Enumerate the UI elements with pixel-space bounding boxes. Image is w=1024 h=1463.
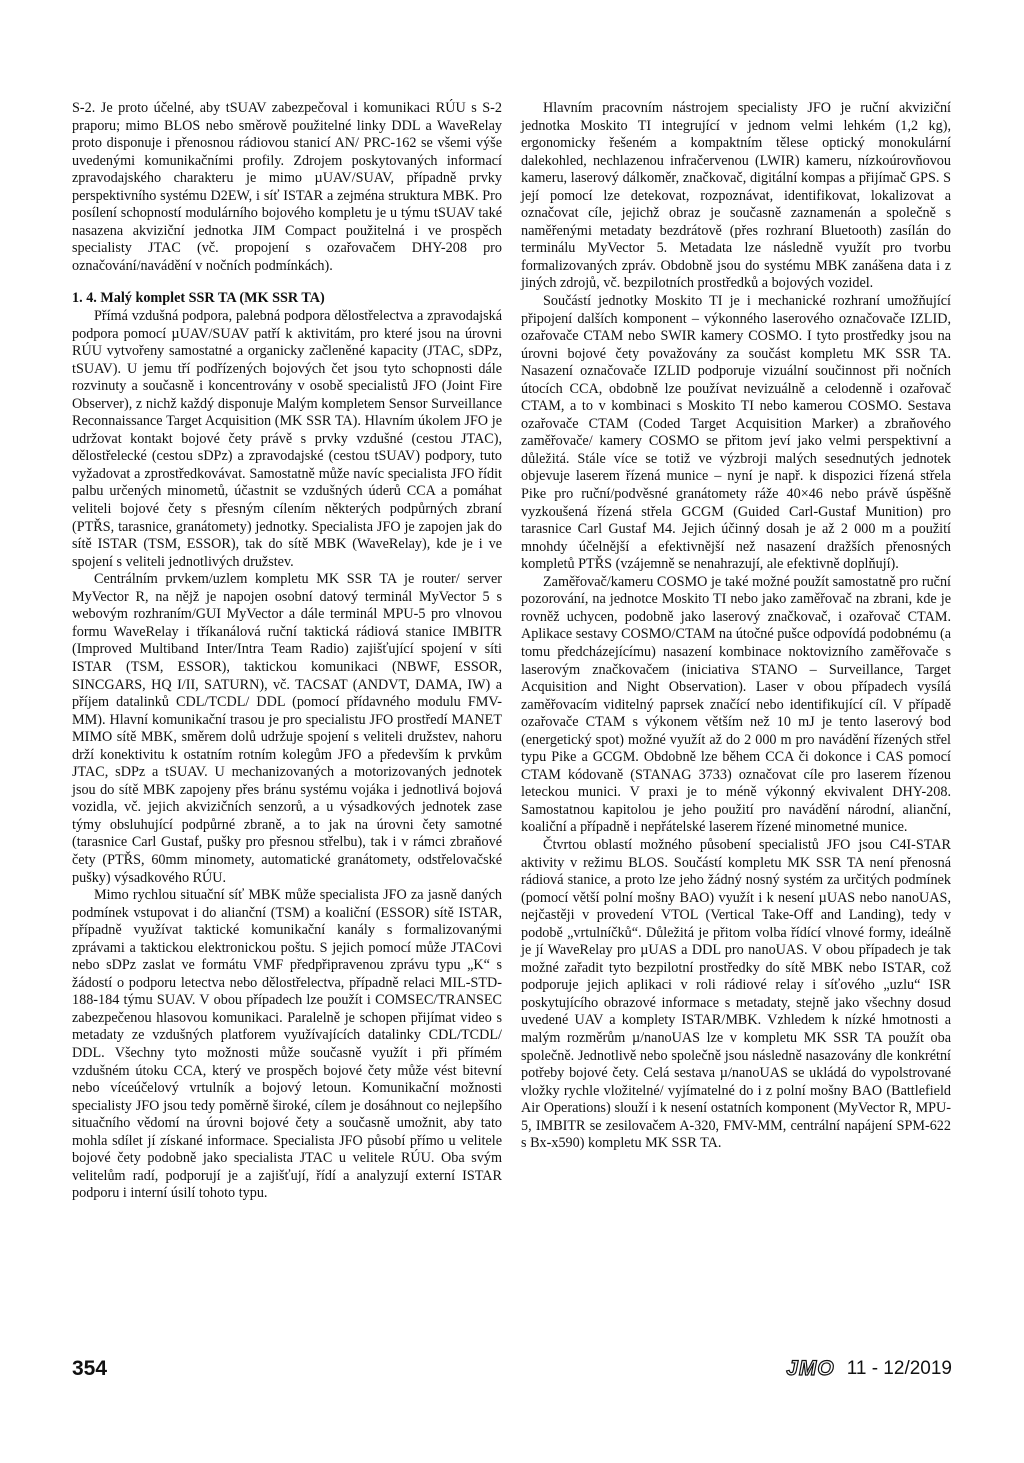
paragraph: Součástí jednotky Moskito TI je i mechanické rozhraní umožňující připojení dalších komponent – výkonného laserového označovače IZLID, ozařovače CTAM nebo SWIR kamery COSMO. I tyto prostředky jsou na úrovni bojové čety považovány za součást kompletu MK SSR TA. Nasazení označovače IZLID podporuje vizuální součinnost při nočních útocích CCA, obdobně lze používat nevizuálně a celodenně i ozařovač CTAM, a to v kombinaci s Moskito TI nebo kamerou COSMO. Sestava ozařovače CTAM (Coded Target Acquisition Marker) a zbraňového zaměřovače/ kamery COSMO se přitom jeví jako velmi perspektivní a důležitá. Stále více se totiž ve výzbroji malých sesednutých jednotek objevuje laserem řízená munice – nyní je např. k dispozici řízená střela Pike pro ruční/podvěsné granátomety ráže 40×46 nebo právě úspěšně vyzkoušená řízená střela GCGM (Guided Carl-Gustaf Munition) pro tarasnice Carl Gustaf M4. Jejich účinný dosah je až 2 000 m a použití mnohdy účelnější a efektivnější než nasazení dražších přenosných kompletů PTŘS (vzájemně se nenahrazují, ale efektivně doplňují). xyxy=(521,293,951,573)
right-column xyxy=(521,100,951,1153)
paragraph: Centrálním prvkem/uzlem kompletu MK SSR TA je router/ server MyVector R, na nějž je napojen osobní datový terminál MyVector 5 s webovým rozhraním/GUI MyVector a dále terminál MPU-5 pro vlnovou formu WaveRelay i tříkanálová ruční taktická rádiová stanice IMBITR (Improved Multiband Inter/Intra Team Radio) zajišťující spojení v síti ISTAR (TSM, ESSOR), taktickou komunikaci (NBWF, ESSOR, SINCGARS, HQ I/II, SATURN), vč. TACSAT (ANDVT, DAMA, IW) a příjem datalinků CDL/TCDL/ DDL (pomocí přídavného modulu FMV-MM). Hlavní komunikační trasou je pro specialistu JFO prostředí MANET MIMO sítě MBK, směrem dolů udržuje spojení s veliteli družstev, nahoru drží konektivitu k ostatním rotním kolegům JFO a především k prvkům JTAC, sDPz a tSUAV. U mechanizovaných a motorizovaných jednotek jsou do sítě MBK zapojeny přes bránu systému vojáka i jednotlivá bojová vozidla, vč. jejich akvizičních senzorů, a u výsadkových jednotek zase týmy obsluhující podpůrné zbraně, a to jak na úrovni čety samotné (tarasnice Carl Gustaf, pušky pro přesnou střelbu), tak i v rámci zbraňové čety (PTŘS, 60mm minomety, automatické granátomety, odstřelovačské pušky) výsadkového RÚU. xyxy=(72,571,502,886)
paragraph: S-2. Je proto účelné, aby tSUAV zabezpečoval i komunikaci RÚU s S-2 praporu; mimo BLOS nebo směrově použitelné linky DDL a WaveRelay proto disponuje i přenosnou rádiovou stanicí AN/ PRC-162 se všemi výše uvedenými komunikačními profily. Zdrojem poskytovaných informací zpravodajského charakteru je mimo µUAV/SUAV, případně prvky perspektivního systému D2EW, i síť ISTAR a zejména struktura MBK. Pro posílení schopností modulárního bojového kompletu je u týmu tSUAV také nasazena akviziční jednotka JIM Compact použitelná i ve prospěch specialisty JTAC (vč. propojení s ozařovačem DHY-208 pro označování/navádění v nočních podmínkách). xyxy=(72,100,502,274)
section-heading: 1. 4. Malý komplet SSR TA (MK SSR TA) xyxy=(72,290,325,307)
paragraph: Mimo rychlou situační síť MBK může specialista JFO za jasně daných podmínek vstupovat i do alianční (TSM) a koaliční (ESSOR) sítě ISTAR, případně využívat taktické komunikační kanály s formalizovanými zprávami a taktickou elektronickou poštu. S jejich pomocí může JTACovi nebo sDPz zaslat ve formátu VMF předpřipravenou zprávu typu „K“ s žádostí o podporu letectva nebo dělostřelectva, případně relaci MIL-STD-188-184 týmu SUAV. V obou případech lze použít i COMSEC/TRANSEC zabezpečenou hlasovou komunikaci. Paralelně je schopen přijímat video s metadaty ze vzdušných platforem využívajících datalinky CDL/TCDL/ DDL. Všechny tyto možnosti může současně využít i při přímém vzdušném útoku CCA, který ve prospěch bojové čety může vést bitevní nebo víceúčelový vrtulník a bojový letoun. Komunikační možnosti specialisty JFO jsou tedy poměrně široké, cílem je dosáhnout co nejlepšího situačního vědomí na úrovni bojové čety a současně umožnit, aby tato mohla sdílet jí získané informace. Specialista JFO působí přímo u velitele bojové čety podobně jako specialista JTAC u velitele RÚU. Oba svým velitelům radí, podporují je a zajišťují, řídí a analyzují externí ISTAR podporu i interní úsilí tohoto typu. xyxy=(72,887,502,1202)
left-column xyxy=(72,100,502,1203)
paragraph: Hlavním pracovním nástrojem specialisty JFO je ruční akviziční jednotka Moskito TI integrující v jednom velmi lehkém (1,2 kg), ergonomicky řešeném a kompaktním tělese optický monokulární dalekohled, nechlazenou infračervenou (LWIR) kameru, nízkoúrovňovou kameru, laserový dálkoměr, značkovač, digitální kompas a přijímač GPS. S její pomocí lze detekovat, rozpoznávat, identifikovat, lokalizovat a označovat cíle, jejichž obraz je současně zaznamenán a společně s naměřenými metadaty bezdrátově (přes rozhraní Bluetooth) zasílán do terminálu MyVector 5. Metadata lze následně využít pro tvorbu formalizovaných zpráv. Obdobně jsou do systému MBK zanášena data i z jiných zdrojů, vč. bezpilotních prostředků a bojových vozidel. xyxy=(521,100,951,292)
paragraph: Čtvrtou oblastí možného působení specialistů JFO jsou C4I-STAR aktivity v režimu BLOS. Součástí kompletu MK SSR TA není přenosná rádiová stanice, a proto lze jeho žádný nosný systém za určitých podmínek (pomocí větší polní mošny BAO) využít i k nesení µUAS nebo nanoUAS, nejčastěji v provedení VTOL (Vertical Take-Off and Landing), tedy v podobě „vrtulníčků“. Důležitá je přitom volba řídící vlnové formy, ideálně je jí WaveRelay pro µUAS a DDL pro nanoUAS. V obou případech je tak možné zařadit tyto bezpilotní prostředky do sítě MBK nebo ISTAR, což podporuje jejich aplikaci v roli rádiové relay i síťového „uzlu“ ISR poskytujícího obrazové informace s metadaty, stejně jako všechny dosud uvedené UAV a komplety ISTAR/MBK. Vzhledem k nízké hmotnosti a malým rozměrům µ/nanoUAS lze v kompletu MK SSR TA použít oba společně. Jednotlivě nebo společně jsou následně nasazovány dle konkrétní potřeby bojové čety. Celá sestava µ/nanoUAS se ukládá do vypolstrované vložky rychle vložitelné/ vyjímatelné do i z polní mošny BAO (Battlefield Air Operations) slouží i k nesení ostatních komponent (MyVector R, MPU-5, IMBITR se zesilovačem A-320, FMV-MM, centrální napájení SPM-622 s Bx-x590) kompletu MK SSR TA. xyxy=(521,836,951,1152)
issue-label: 11 - 12/2019 xyxy=(846,1358,952,1379)
journal-logo: JMO xyxy=(786,1357,835,1380)
footer-right xyxy=(786,1357,952,1381)
page-footer xyxy=(72,1357,952,1397)
paragraph: Přímá vzdušná podpora, palebná podpora dělostřelectva a zpravodajská podpora pomocí µUAV/SUAV patří k aktivitám, pro které jsou na úrovni RÚU vytvořeny samostatné a organicky začleněné kapacity (JTAC, sDPz, tSUAV). U jemu tří podřízených bojových čet jsou tyto schopnosti dále rozvinuty a současně i koncentrovány v osobě specialistů JFO (Joint Fire Observer), z nichž každý disponuje Malým kompletem Sensor Surveillance Reconnaissance Target Acquisition (MK SSR TA). Hlavním úkolem JFO je udržovat kontakt bojové čety právě s prvky vzdušné (cestou JTAC), dělostřelecké (cestou sDPz) a zpravodajské (cestou tSUAV) podpory, tuto vyžadovat a zprostředkovávat. Samostatně může navíc specialista JFO řídit palbu určených minometů, účastnit se vzdušných úderů CCA a pomáhat veliteli bojové čety s přesným cílením některých podpůrných zbraní (PTŘS, tarasnice, granátomety) jednotky. Specialista JFO je zapojen jak do sítě ISTAR (TSM, ESSOR), tak do sítě MBK (WaveRelay), kde je i ve spojení s veliteli jednotlivých družstev. xyxy=(72,308,502,570)
page-number: 354 xyxy=(72,1357,108,1380)
paragraph: Zaměřovač/kameru COSMO je také možné použít samostatně pro ruční pozorování, na jednotce Moskito TI nebo jako zaměřovač na zbrani, kde je rovněž uchycen, podobně jako laserový značkovač, i ozařovač CTAM. Aplikace sestavy COSMO/CTAM na útočné pušce odpovídá podobnému (a tomu předcházejícímu) nasazení kombinace noktovizního zaměřovače s laserovým značkovačem (iniciativa STANO – Surveillance, Target Acquisition and Night Observation). Laser v obou případech vysílá zaměřovacím viditelný paprsek značící nebo identifikující cíl. V případě ozařovače CTAM s výkonem větším než 10 mJ je tento laserový bod (energetický spot) možné využít až do 2 000 m pro navádění řízených střel typu Pike a GCGM. Obdobně lze během CCA či dokonce i CAS pomocí CTAM kódovaně (STANAG 3733) označovat cíle pro laserem řízenou leteckou munici. V praxi je to méně výkonný ekvivalent DHY-208. Samostatnou kapitolou je jeho použití pro navádění národní, alianční, koaliční a případně i nepřátelské laserem řízené minometné munice. xyxy=(521,573,951,836)
